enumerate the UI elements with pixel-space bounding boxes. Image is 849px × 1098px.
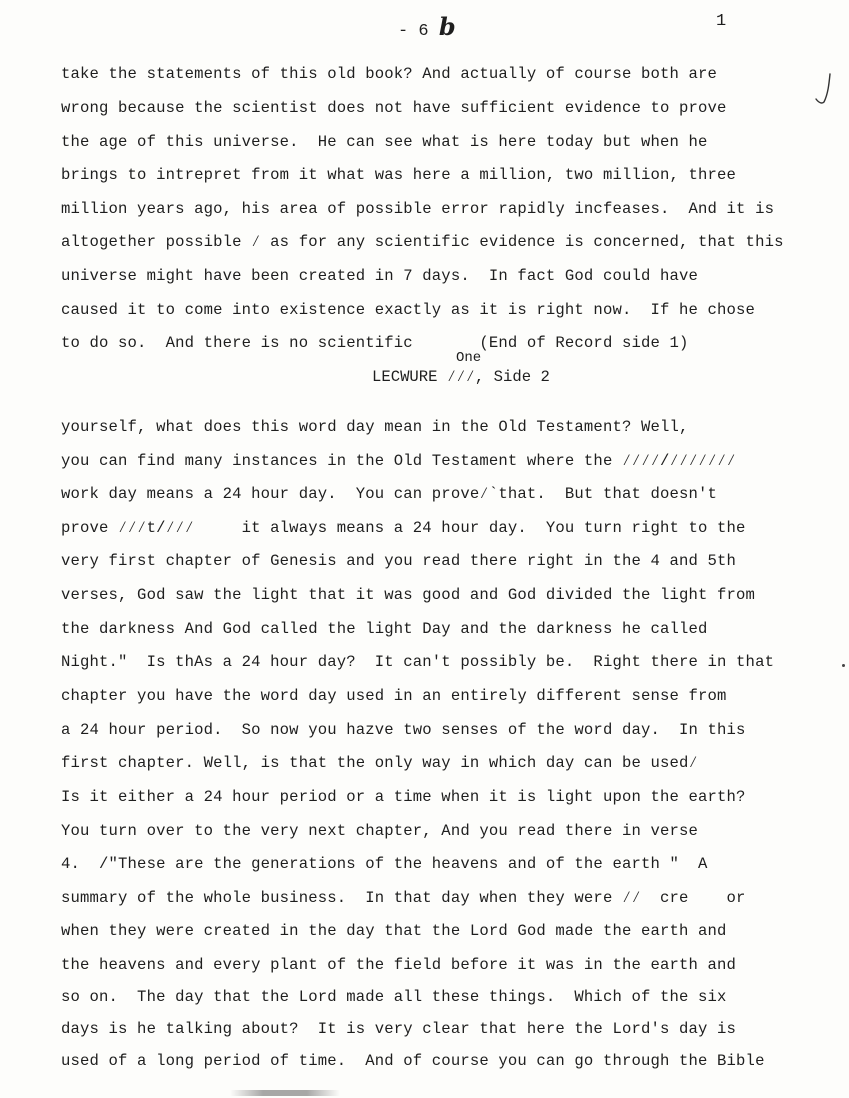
page-smudge: [230, 1090, 340, 1096]
page-ref-handwritten: b: [438, 12, 456, 41]
text-line: the darkness And God called the light Day and the darkness he called: [61, 620, 708, 638]
text-line: very first chapter of Genesis and you read there right in the 4 and 5th: [61, 552, 737, 570]
text-line: days is he talking about? It is very clear that here the Lord's day is: [61, 1020, 737, 1038]
text-line: summary of the whole business. In that day when they were ⁄⁄ cre or: [61, 889, 746, 907]
text-line: wrong because the scientist does not have sufficient evidence to prove: [61, 99, 727, 117]
text-line: You turn over to the very next chapter, And you read there in verse: [61, 822, 699, 840]
text-line: to do so. And there is no scientific (End of Record side 1): [61, 334, 689, 352]
text-line: the age of this universe. He can see what is here today but when he: [61, 133, 708, 151]
text-line: Is it either a 24 hour period or a time when it is light upon the earth?: [61, 788, 746, 806]
text-line: used of a long period of time. And of course you can go through the Bible: [61, 1052, 765, 1070]
stray-mark: [842, 664, 845, 667]
text-line: brings to intrepret from it what was here a million, two million, three: [61, 166, 737, 184]
text-line: a 24 hour period. So now you hazve two senses of the word day. In this: [61, 721, 746, 739]
text-line: you can find many instances in the Old Testament where the ⁄⁄⁄⁄/⁄⁄⁄⁄⁄⁄⁄: [61, 452, 737, 470]
text-line: 4. /"These are the generations of the heavens and of the earth " A: [61, 855, 708, 873]
check-mark-icon: [812, 72, 834, 106]
text-line: first chapter. Well, is that the only way in which day can be used⁄: [61, 754, 699, 772]
text-line: verses, God saw the light that it was good and God divided the light from: [61, 586, 756, 604]
text-line: Night." Is thAs a 24 hour day? It can't possibly be. Right there in that: [61, 653, 775, 671]
text-line: when they were created in the day that the Lord God made the earth and: [61, 922, 727, 940]
text-line: take the statements of this old book? And actually of course both are: [61, 65, 718, 83]
page-ref-typed: - 6: [398, 22, 429, 41]
page-number: 1: [716, 12, 727, 31]
lecture-heading: LECWURE ⁄⁄⁄, Side 2: [372, 368, 550, 386]
text-line: work day means a 24 hour day. You can prove⁄`that. But that doesn't: [61, 485, 718, 503]
heading-correction: One: [456, 350, 482, 366]
page-reference: [398, 12, 456, 41]
text-line: yourself, what does this word day mean in the Old Testament? Well,: [61, 418, 689, 436]
text-line: chapter you have the word day used in an entirely different sense from: [61, 687, 727, 705]
text-line: the heavens and every plant of the field before it was in the earth and: [61, 956, 737, 974]
text-line: universe might have been created in 7 days. In fact God could have: [61, 267, 699, 285]
text-line: million years ago, his area of possible error rapidly incfeases. And it is: [61, 200, 775, 218]
text-line: altogether possible ⁄ as for any scientific evidence is concerned, that this: [61, 233, 784, 251]
text-line: caused it to come into existence exactly as it is right now. If he chose: [61, 301, 756, 319]
text-line: prove ⁄⁄⁄t/⁄⁄⁄ it always means a 24 hour day. You turn right to the: [61, 519, 746, 537]
text-line: so on. The day that the Lord made all these things. Which of the six: [61, 988, 727, 1006]
